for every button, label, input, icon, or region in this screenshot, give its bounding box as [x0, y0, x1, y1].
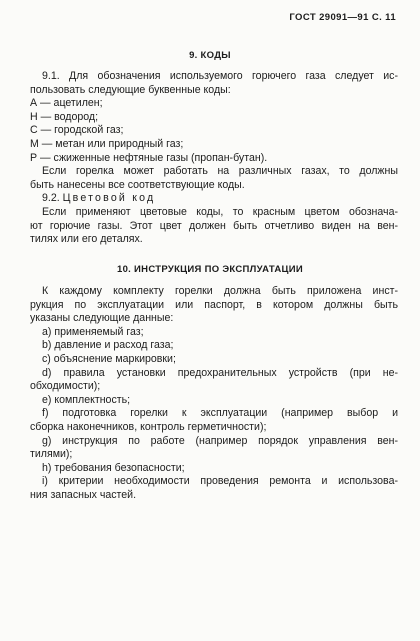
list-item-continuation: тилями); [30, 448, 73, 461]
subsection-title: Цветовой код [62, 192, 156, 205]
list-item: h) требования безопасности; [42, 461, 185, 474]
paragraph-line: ют горючие газы. Этот цвет должен быть отчетливо виден на вен- [30, 219, 398, 232]
list-item: е) комплектность; [42, 393, 131, 406]
subsection-heading [30, 192, 398, 206]
list-item: d) правила установки предохранительных устройств (при не- [42, 366, 398, 379]
code-item: Н — водород; [30, 110, 99, 123]
section-9-title: 9. КОДЫ [189, 50, 231, 61]
paragraph-line: рукция по эксплуатации или паспорт, в котором должны быть [30, 298, 398, 311]
paragraph-line: тилях или его деталях. [30, 233, 143, 246]
list-item-continuation: сборка наконечников, контроль герметичности); [30, 420, 267, 433]
code-item: М — метан или природный газ; [30, 137, 184, 150]
list-item-continuation: обходимости); [30, 380, 101, 393]
paragraph-line: 9.1. Для обозначения используемого горючего газа следует ис- [42, 70, 398, 82]
paragraph-line: Если применяют цветовые коды, то красным цветом обознача- [42, 205, 398, 218]
paragraph-line: Если горелка может работать на различных газах, то должны [42, 165, 398, 178]
paragraph-line: пользовать следующие буквенные коды: [30, 83, 231, 96]
paragraph-line: указаны следующие данные: [30, 312, 174, 325]
list-item: f) подготовка горелки к эксплуатации (например выбор и [42, 407, 398, 420]
code-item: С — городской газ; [30, 124, 124, 137]
section-10-body [30, 285, 398, 503]
code-item: А — ацетилен; [30, 97, 103, 110]
paragraph-line: К каждому комплекту горелки должна быть приложена инст- [42, 285, 398, 297]
list-item-continuation: ния запасных частей. [30, 488, 137, 501]
paragraph-line: быть нанесены все соответствующие коды. [30, 178, 245, 191]
list-item: g) инструкция по работе (например порядок управления вен- [42, 434, 398, 447]
subsection-number: 9.2. [42, 192, 60, 205]
code-item: Р — сжиженные нефтяные газы (пропан-бутан). [30, 151, 268, 164]
list-item: b) давление и расход газа; [42, 339, 174, 352]
page-header: ГОСТ 29091—91 С. 11 [289, 12, 396, 23]
list-item: с) объяснение маркировки; [42, 352, 176, 365]
section-9-body [30, 70, 398, 247]
list-item: i) критерии необходимости проведения ремонта и использова- [42, 475, 398, 488]
list-item: а) применяемый газ; [42, 325, 144, 338]
section-10-title: 10. ИНСТРУКЦИЯ ПО ЭКСПЛУАТАЦИИ [116, 264, 303, 275]
